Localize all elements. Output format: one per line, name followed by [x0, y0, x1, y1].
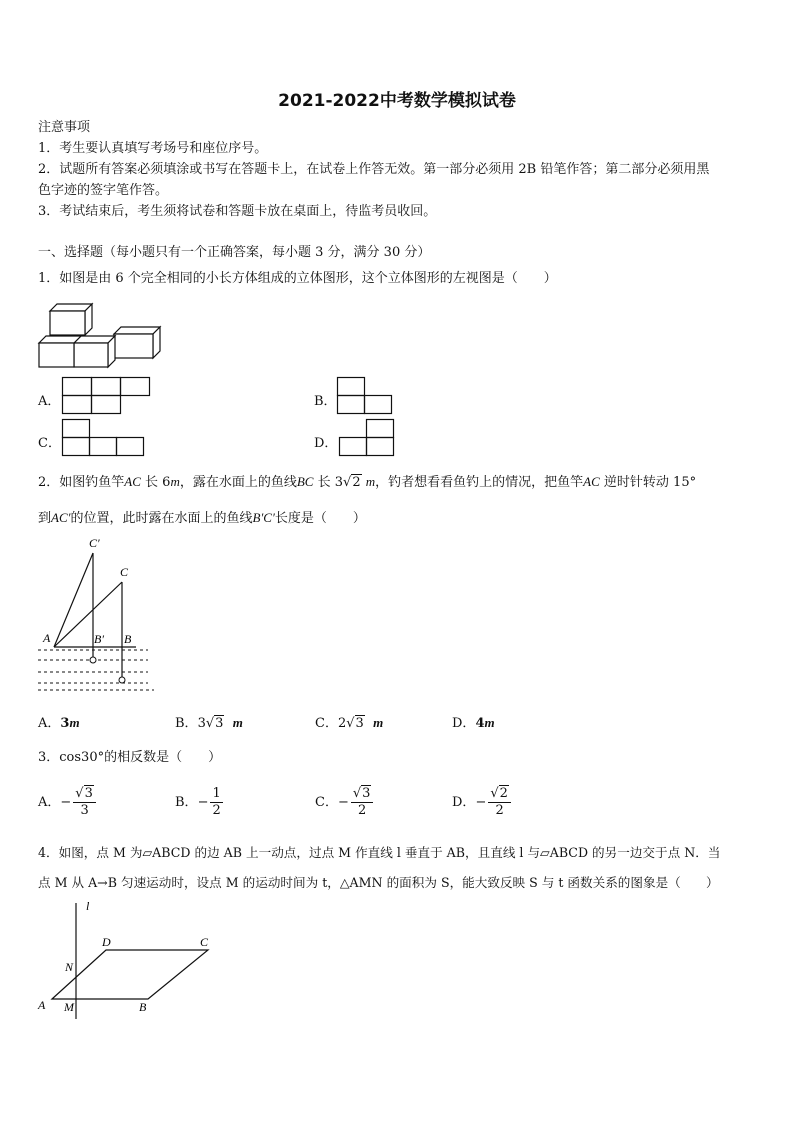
q1-solid-figure — [36, 296, 166, 372]
q1-option-b-label[interactable]: B． — [314, 394, 337, 409]
q2-option-c-unit: m — [373, 715, 384, 730]
q2-stem-a: 2．如图钓鱼竿 — [38, 475, 125, 490]
section-heading: 一、选择题（每小题只有一个正确答案，每小题 3 分，满分 30 分） — [38, 245, 431, 260]
q4-label-c: C — [200, 935, 209, 949]
q3-option-a-num: 3 — [84, 786, 93, 801]
q2-bc: BC — [296, 474, 314, 489]
q1-option-c-figure[interactable] — [62, 419, 148, 457]
q2-label-b: B — [124, 632, 132, 646]
q2-option-c-root: 3 — [355, 716, 364, 731]
q2-stem-line-2 — [38, 508, 366, 529]
q2-stem-b: ，露在水面上的鱼线 — [179, 475, 297, 490]
q2-unit-2: m — [365, 474, 376, 489]
page-title: 2021-2022中考数学模拟试卷 — [278, 91, 516, 111]
q2-root: 2 — [352, 475, 361, 490]
q2-label-bp: B′ — [94, 632, 104, 646]
q3-option-d[interactable] — [452, 786, 511, 819]
q3-option-c-fraction: $\frac{√3}{2}$ — [351, 786, 374, 819]
q2-option-b-label: B． — [175, 716, 198, 731]
q3-option-a-label: A． — [38, 795, 61, 810]
q4-label-a: A — [38, 998, 46, 1012]
q2-line2-c: 长度是（ ） — [274, 511, 366, 526]
q3-option-c-label: C． — [315, 795, 338, 810]
q2-option-a-value: 3 — [60, 716, 70, 731]
q1-option-c-label[interactable]: C． — [38, 436, 61, 451]
q3-option-b[interactable] — [175, 786, 223, 819]
q2-option-c[interactable]: C．2√3 m — [315, 715, 384, 731]
q3-option-b-num: 1 — [212, 786, 221, 801]
q4-parallelogram-figure — [36, 895, 226, 1025]
q4-label-n: N — [65, 960, 74, 974]
notice-item-2: 2．试题所有答案必须填涂或书写在答题卡上，在试卷上作答无效。第一部分必须用 2B 铅笔作答；第二部分必须用黑 — [38, 162, 710, 177]
q2-option-b-unit: m — [232, 715, 243, 730]
q4-label-b: B — [139, 1000, 147, 1014]
q1-option-a-label[interactable]: A． — [38, 394, 61, 409]
q2-stem-c: ，钓者想看看鱼钓上的情况，把鱼竿 — [375, 475, 584, 490]
q2-fishing-rod-figure — [36, 535, 166, 695]
q3-option-c[interactable] — [315, 786, 373, 819]
q4-label-l: l — [86, 899, 90, 913]
notice-item-2-cont: 色字迹的签字笔作答。 — [38, 183, 169, 198]
q1-option-d-label[interactable]: D． — [314, 436, 338, 451]
q4-stem-line-2: 点 M 从 A→B 匀速运动时，设点 M 的运动时间为 t，△AMN 的面积为 S，能大致反映 S 与 t 函数关系的图象是（ ） — [38, 875, 719, 890]
q2-bcp: B′C′ — [252, 510, 275, 525]
q2-stem-line-1: 2．如图钓鱼竿AC 长 6m，露在水面上的鱼线BC 长 3√2 m，钓者想看看鱼钓上的情况，把鱼竿AC 逆时针转动 15° — [38, 474, 697, 490]
q2-ac-2: AC — [583, 474, 600, 489]
q2-option-a-unit: m — [69, 715, 80, 730]
q2-label-a: A — [43, 631, 51, 645]
q2-option-a-label: A． — [38, 716, 61, 731]
q2-acp: AC′ — [51, 510, 71, 525]
q2-option-b-root: 3 — [215, 716, 224, 731]
q2-ac: AC — [124, 474, 141, 489]
q2-len1: 长 6 — [145, 475, 171, 490]
q3-option-a-sign: − — [60, 795, 72, 810]
q2-option-c-coef: 2 — [337, 716, 347, 731]
q3-option-d-sign: − — [475, 795, 487, 810]
q4-stem-line-1: 4．如图，点 M 为▱ABCD 的边 AB 上一动点，过点 M 作直线 l 垂直于 AB，且直线 l 与▱ABCD 的另一边交于点 N．当 — [38, 845, 721, 860]
q3-option-a-fraction: $\frac{√3}{3}$ — [73, 786, 96, 819]
q2-option-a[interactable] — [38, 712, 80, 731]
q3-option-c-num: 3 — [362, 786, 371, 801]
q2-option-d-label: D． — [452, 716, 476, 731]
q3-option-b-label: B． — [175, 795, 198, 810]
q3-option-a[interactable] — [38, 786, 96, 819]
notice-item-3: 3．考试结束后，考生须将试卷和答题卡放在桌面上，待监考员收回。 — [38, 204, 437, 219]
notice-heading: 注意事项 — [38, 120, 91, 135]
q2-option-b-coef: 3 — [197, 716, 206, 731]
q3-option-d-label: D． — [452, 795, 476, 810]
q3-option-c-den: 2 — [358, 803, 367, 818]
q2-option-b[interactable]: B．3√3 m — [175, 715, 243, 731]
q1-option-a-figure[interactable] — [62, 377, 150, 415]
q2-option-c-label: C． — [315, 716, 338, 731]
q2-option-d[interactable] — [452, 712, 495, 731]
q2-option-d-unit: m — [484, 715, 495, 730]
q1-stem: 1．如图是由 6 个完全相同的小长方体组成的立体图形，这个立体图形的左视图是（ ） — [38, 271, 557, 286]
notice-item-1: 1．考生要认真填写考场号和座位序号。 — [38, 141, 268, 156]
q2-unit-1: m — [170, 474, 180, 489]
q1-option-d-figure[interactable] — [339, 419, 397, 457]
q2-label-cp: C′ — [89, 536, 100, 550]
q3-option-d-den: 2 — [495, 803, 504, 818]
q4-label-m: M — [64, 1000, 74, 1014]
q2-option-d-value: 4 — [475, 716, 485, 731]
q2-stem-d: 逆时针转动 15° — [603, 475, 697, 490]
q3-stem: 3．cos30°的相反数是（ ） — [38, 750, 222, 765]
q2-label-c: C — [120, 565, 129, 579]
q2-line2-a: 到 — [38, 511, 52, 526]
q2-len2: 长 3 — [317, 475, 344, 490]
q3-option-a-den: 3 — [80, 803, 89, 818]
q3-option-b-den: 2 — [212, 803, 221, 818]
q3-option-d-num: 2 — [499, 786, 508, 801]
q3-option-d-fraction: $\frac{√2}{2}$ — [488, 786, 511, 819]
q4-label-d: D — [102, 935, 111, 949]
q2-line2-b: 的位置，此时露在水面上的鱼线 — [70, 511, 253, 526]
q3-option-c-sign: − — [337, 795, 349, 810]
q3-option-b-sign: − — [197, 795, 209, 810]
q3-option-b-fraction — [210, 786, 222, 819]
q1-option-b-figure[interactable] — [337, 377, 395, 415]
